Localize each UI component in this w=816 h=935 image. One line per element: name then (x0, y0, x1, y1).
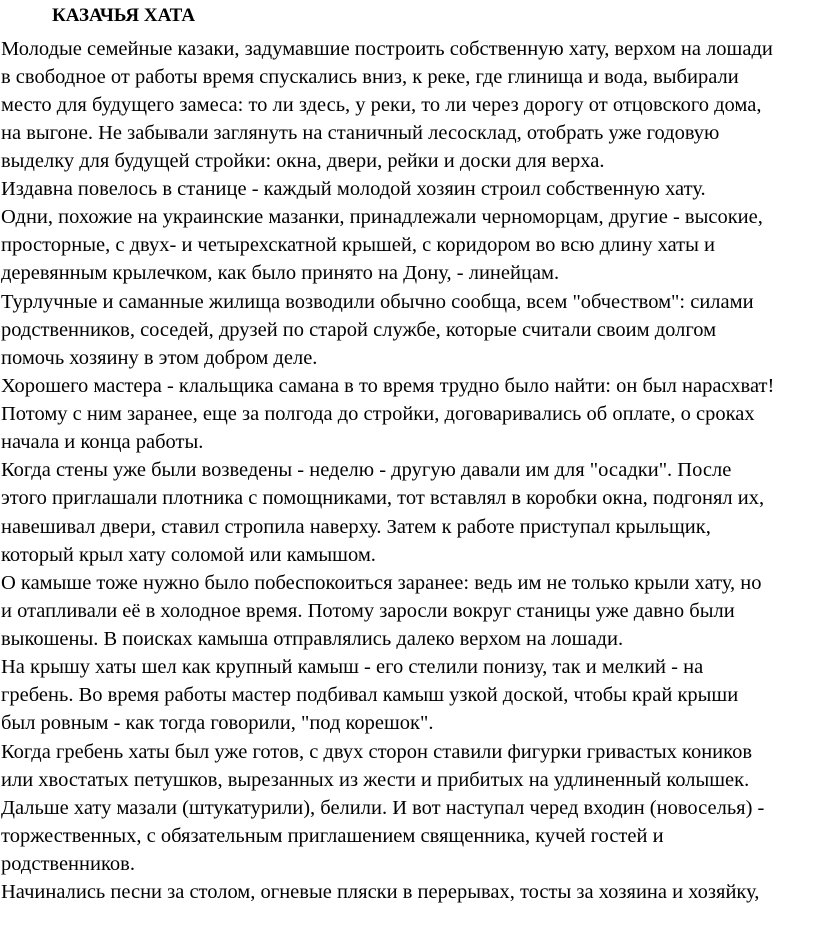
text-line-30: родственников. (1, 853, 135, 875)
text-line-15: начала и конца работы. (1, 431, 204, 453)
text-line-12: помочь хозяину в этом добром деле. (1, 347, 318, 369)
text-line-7: Одни, похожие на украинские мазанки, принадлежали черноморцам, другие - высокие, (1, 206, 763, 228)
text-line-22: выкошены. В поисках камыша отправлялись далеко верхом на лошади. (1, 628, 624, 650)
text-line-26: Когда гребень хаты был уже готов, с двух сторон ставили фигурки гривастых коников (1, 741, 753, 763)
text-line-31: Начинались песни за столом, огневые пляски в перерывах, тосты за хозяина и хозяйку, (1, 881, 760, 903)
text-line-23: На крышу хаты шел как крупный камыш - его стелили понизу, так и мелкий - на (1, 656, 704, 678)
text-line-8: просторные, с двух- и четырехскатной крышей, с коридором во всю длину хаты и (1, 234, 715, 256)
text-line-25: был ровным - как тогда говорили, "под корешок". (1, 712, 434, 734)
text-line-1: Молодые семейные казаки, задумавшие построить собственную хату, верхом на лошади (1, 38, 773, 60)
text-line-29: торжественных, с обязательным приглашением священника, кучей гостей и (1, 825, 664, 847)
text-line-5: выделку для будущей стройки: окна, двери, рейки и доски для верха. (1, 150, 605, 172)
text-line-17: этого приглашали плотника с помощниками, тот вставлял в коробки окна, подгонял их, (1, 487, 765, 509)
text-line-6: Издавна повелось в станице - каждый молодой хозяин строил собственную хату. (1, 178, 706, 200)
document-title: КАЗАЧЬЯ ХАТА (52, 5, 196, 26)
text-line-4: на выгоне. Не забывали заглянуть на станичный лесосклад, отобрать уже годовую (1, 122, 720, 144)
text-line-9: деревянным крылечком, как было принято на Дону, - линейцам. (1, 262, 560, 284)
text-line-11: родственников, соседей, друзей по старой службе, которые считали своим долгом (1, 319, 717, 341)
text-line-3: место для будущего замеса: то ли здесь, у реки, то ли через дорогу от отцовского дома, (1, 94, 762, 116)
text-line-14: Потому с ним заранее, еще за полгода до стройки, договаривались об оплате, о сроках (1, 403, 755, 425)
text-line-28: Дальше хату мазали (штукатурили), белили. И вот наступал черед входин (новоселья) - (1, 797, 765, 819)
text-line-10: Турлучные и саманные жилища возводили обычно сообща, всем "обчеством": силами (1, 291, 754, 313)
text-line-21: и отапливали её в холодное время. Потому заросли вокруг станицы уже давно были (1, 600, 735, 622)
text-line-27: или хвостатых петушков, вырезанных из жести и прибитых на удлиненный колышек. (1, 769, 750, 791)
text-line-18: навешивал двери, ставил стропила наверху. Затем к работе приступал крыльщик, (1, 516, 711, 538)
text-line-20: О камыше тоже нужно было побеспокоиться заранее: ведь им не только крыли хату, но (1, 572, 762, 594)
text-line-2: в свободное от работы время спускались вниз, к реке, где глинища и вода, выбирали (1, 66, 739, 88)
text-line-13: Хорошего мастера - клальщика самана в то время трудно было найти: он был нарасхват! (1, 375, 775, 397)
text-line-19: который крыл хату соломой или камышом. (1, 544, 376, 566)
text-line-16: Когда стены уже были возведены - неделю - другую давали им для "осадки". После (1, 459, 732, 481)
text-line-24: гребень. Во время работы мастер подбивал камыш узкой доской, чтобы край крыши (1, 684, 739, 706)
